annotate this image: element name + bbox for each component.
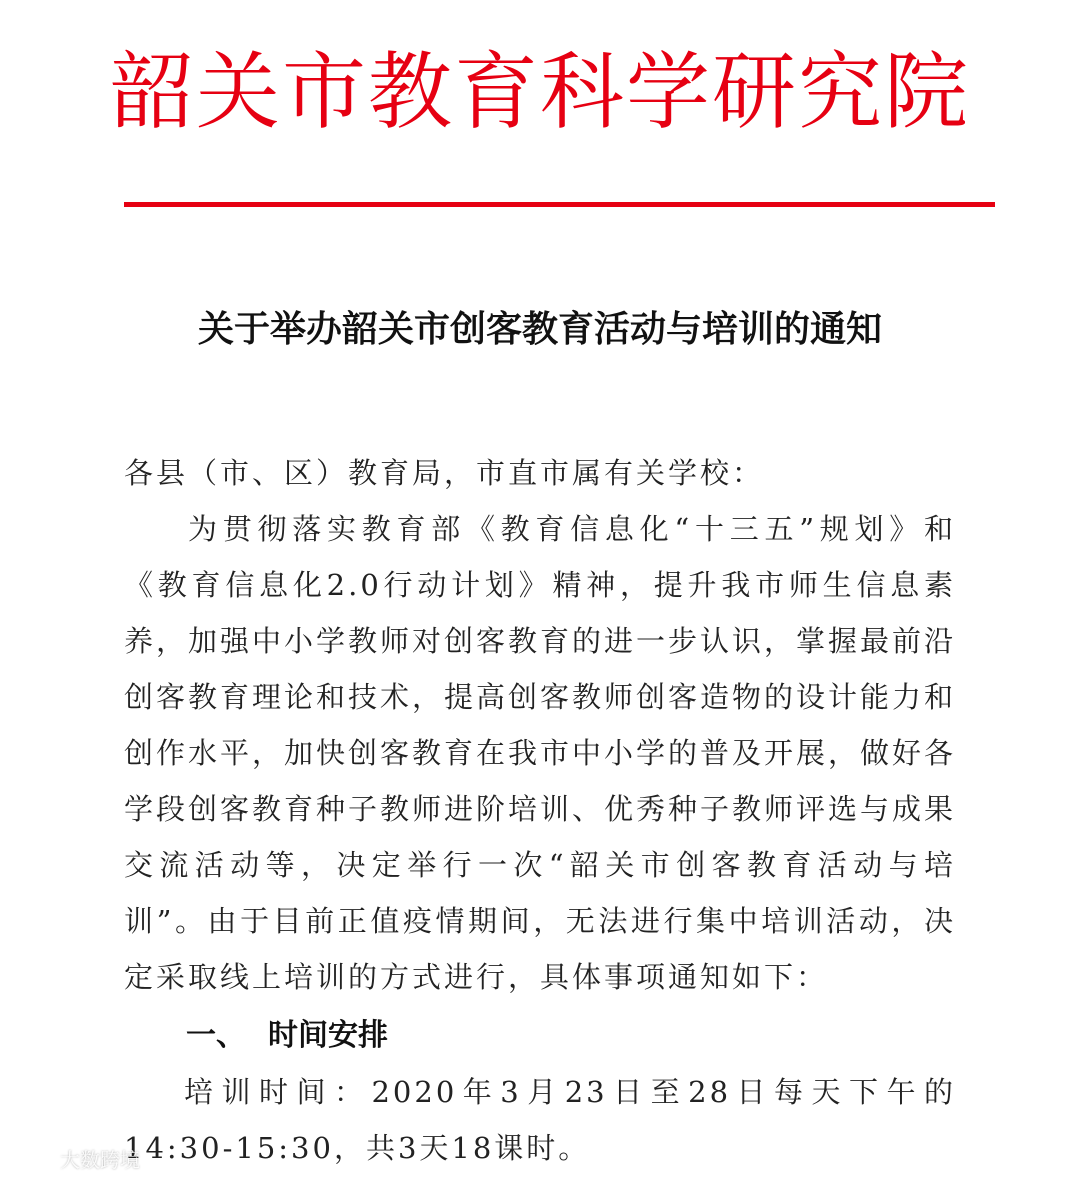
watermark bbox=[14, 1143, 140, 1173]
section-number: 一、 bbox=[186, 1018, 246, 1053]
schedule-text: 培训时间：2020年3月23日至28日每天下午的14:30-15:30，共3天18课时。 bbox=[124, 1075, 956, 1165]
body-paragraph: 为贯彻落实教育部《教育信息化“十三五”规划》和《教育信息化2.0行动计划》精神，提升我市师生信息素养，加强中小学教师对创客教育的进一步认识，掌握最前沿创客教育理论和技术，提高创客教师创客造物的设计能力和创作水平，加快创客教育在我市中小学的普及开展，做好各学段创客教育种子教师进阶培训、优秀种子教师评选与成果交流活动等，决定举行一次“韶关市创客教育活动与培训”。由于目前正值疫情期间，无法进行集中培训活动，决定采取线上培训的方式进行，具体事项通知如下： bbox=[124, 512, 957, 994]
section-heading bbox=[186, 1008, 388, 1064]
salutation: 各县（市、区）教育局，市直市属有关学校： bbox=[124, 456, 765, 490]
header-divider bbox=[124, 202, 995, 207]
brand-logo-icon bbox=[14, 1147, 54, 1169]
watermark-text: 大数跨境 bbox=[60, 1147, 140, 1172]
section-title: 时间安排 bbox=[268, 1018, 388, 1053]
organization-name: 韶关市教育科学研究院 bbox=[109, 43, 970, 141]
document-title: 关于举办韶关市创客教育活动与培训的通知 bbox=[197, 309, 882, 350]
